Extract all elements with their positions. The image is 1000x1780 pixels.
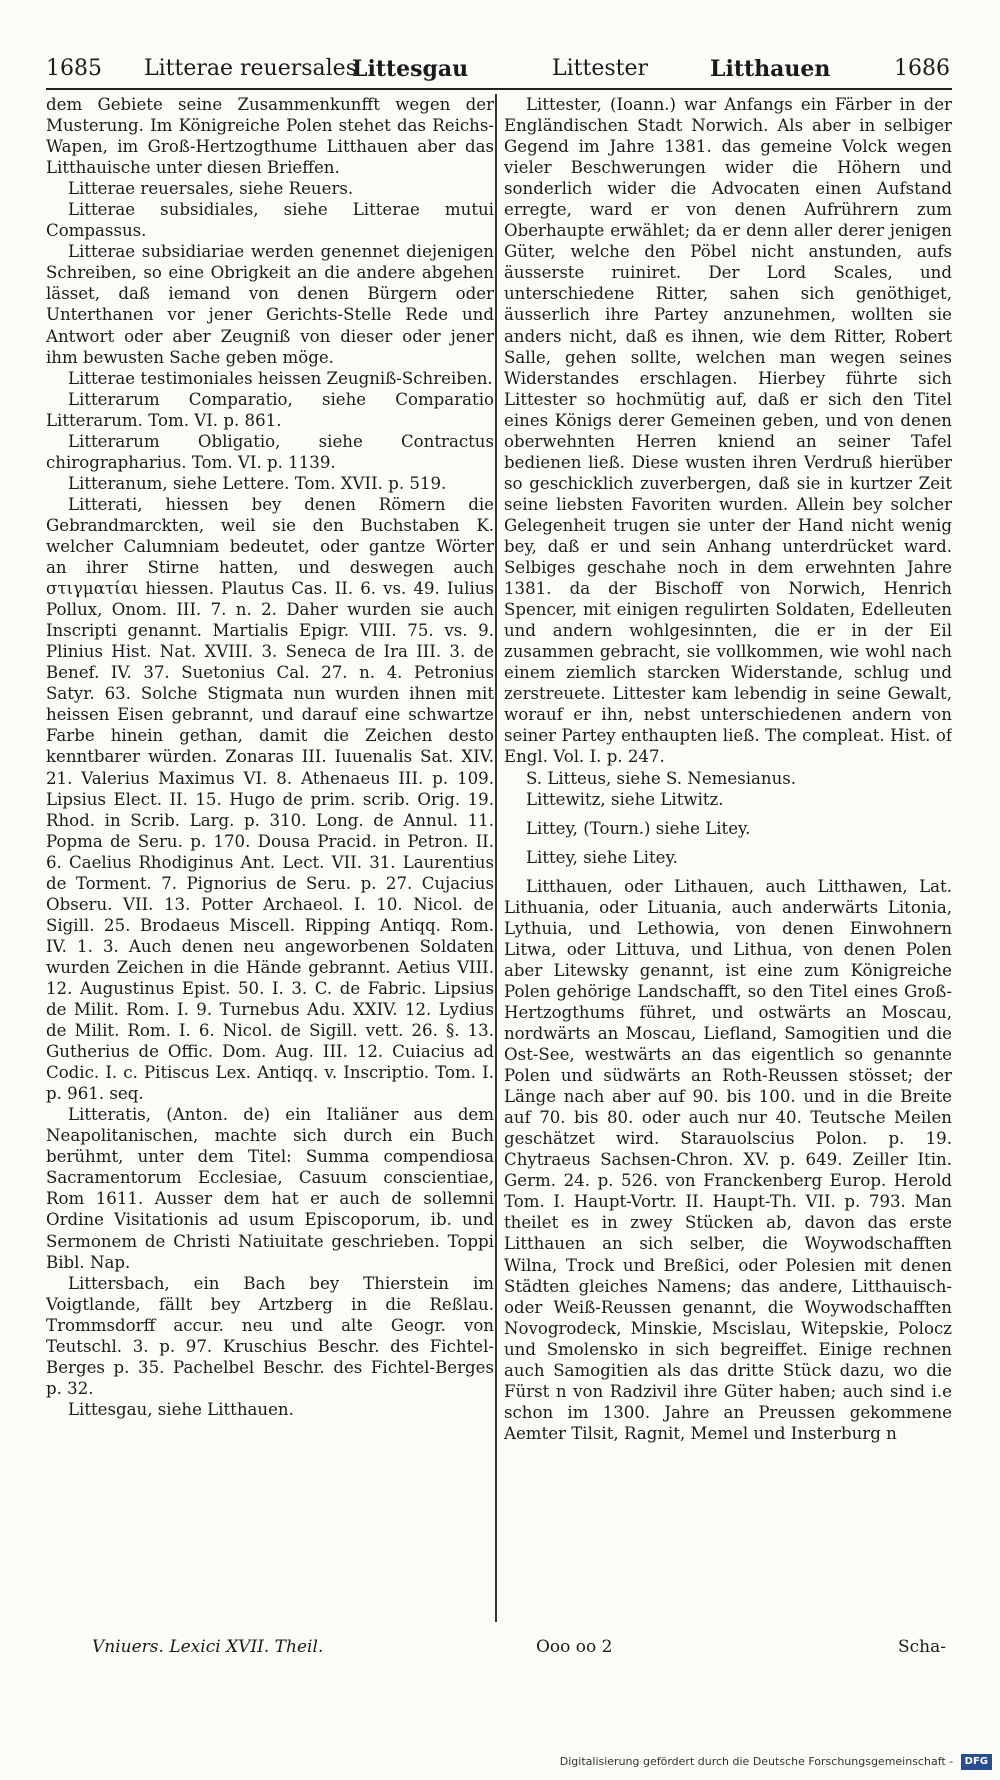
entry-litterarum-comparatio: Litterarum Comparatio, siehe Comparatio Litterarum. Tom. VI. p. 861. (46, 389, 494, 430)
entry-littester: Littester, (Ioann.) war Anfangs ein Färber in der Engländischen Stadt Norwich. Als aber in selbiger Gegend im Jahre 1381. das gemeine Volck wegen vieler Beschwerungen wider die Höhern und sonderlich wider die Advocaten einen Aufstand erregte, ward er von denen Aufrührern zum Oberhaupte erwählet; da er denn aller derer jenigen Güter, welche den Pöbel nicht anstunden, aufs äusserste ruiniret. Der Lord Scales, und unterschiedene Ritter, sahen sich genöthiget, äusserlich ihre Partey anzunehmen, wollten sie anders nicht, daß es ihnen, wie dem Ritter, Robert Salle, gehen sollte, welchen man wegen seines Widerstandes erschlagen. Hierbey führte sich Littester so hochmütig auf, daß er sich den Titel eines Königs derer Gemeinen geben, und von denen oberwehnten Herren kniend an seiner Tafel bedienen ließ. Diese wusten ihren Verdruß hierüber so geschicklich zuverbergen, daß sie in kurtzer Zeit seine liebsten Favoriten wurden. Allein bey solcher Gelegenheit trugen sie unter der Hand nicht wenig bey, daß er und sein Anhang unterdrücket ward. Selbiges geschahe noch in dem erwehnten Jahre 1381. da der Bischoff von Norwich, Henrich Spencer, mit einigen regulirten Soldaten, Edelleuten und andern wohlgesinnten, die er in der Eil zusammen gebracht, sie vollkommen, wie wohl nach einem ziemlich starcken Widerstande, schlug und zerstreuete. Littester kam lebendig in seine Gewalt, worauf er ihn, nebst unterschiedenen andern von seiner Partey enthaupten ließ. The compleat. Hist. of Engl. Vol. I. p. 247. (504, 95, 952, 767)
header-keyword-second: Littesgau (352, 56, 469, 82)
entry-litterati: Litterati, hiessen bey denen Römern die Gebrandmarckten, weil sie den Buchstaben K. welcher Calumniam bedeutet, oder gantze Wörter an ihrer Stirne hatten, und deswegen auch στιγματίαι hiessen. Plautus Cas. II. 6. vs. 49. Iulius Pollux, Onom. III. 7. n. 2. Daher wurden sie auch Inscripti genannt. Martialis Epigr. VIII. 75. vs. 9. Plinius Hist. Nat. XVIII. 3. Seneca de Ira III. 3. de Benef. IV. 37. Suetonius Cal. 27. n. 4. Petronius Satyr. 63. Solche Stigmata nun wurden ihnen mit heissen Eisen gebrannt, und darauf eine schwartze Farbe hinein gethan, damit die Zeichen desto kenntbarer würden. Zonaras III. Iuuenalis Sat. XIV. 21. Valerius Maximus VI. 8. Athenaeus III. p. 109. Lipsius Elect. II. 15. Hugo de prim. scrib. Orig. 19. Rhod. in Scrib. Larg. p. 310. Long. de Annul. 11. Popma de Seru. p. 170. Dousa Pracid. in Petron. II. 6. Caelius Rhodiginus Ant. Lect. VII. 31. Laurentius de Torment. 7. Pignorius de Seru. p. 27. Cujacius Obseru. VII. 13. Potter Archaeol. I. 10. Nicol. de Sigill. 25. Brodaeus Miscell. Ripping Antiqq. Rom. IV. 1. 3. Auch denen neu angeworbenen Soldaten wurden Zeichen in die Hände gebrannt. Aetius VIII. 12. Augustinus Epist. 50. I. 3. C. de Fabric. Lipsius de Milit. Rom. I. 9. Turnebus Adu. XXIV. 12. Lydius de Milit. Rom. I. 6. Nicol. de Sigill. vett. 26. §. 13. Gutherius de Offic. Dom. Aug. III. 12. Cuiacius ad Codic. I. c. Pitiscus Lex. Antiqq. v. Inscriptio. Tom. I. p. 961. seq. (46, 494, 494, 1104)
page-footer (46, 1634, 952, 1660)
entry-continuation: dem Gebiete seine Zusammenkunfft wegen der Musterung. Im Königreiche Polen stehet das Reichs-Wapen, im Groß-Hertzogthume Litthauen aber das Litthauische unter diesen Brieffen. (46, 95, 494, 178)
header-keyword-first: Litterae reuersales (144, 56, 357, 81)
right-page-number: 1686 (894, 56, 950, 81)
right-column (504, 94, 952, 1634)
running-header (40, 52, 956, 86)
catchword: Scha- (898, 1637, 946, 1657)
entry-litterae-reuersales: Litterae reuersales, siehe Reuers. (68, 179, 354, 199)
signature-mark: Ooo oo 2 (536, 1637, 613, 1657)
signature-line: Vniuers. Lexici XVII. Theil. (92, 1637, 324, 1657)
column-divider (495, 94, 497, 1622)
header-keyword-fourth: Litthauen (710, 56, 831, 82)
entry-s-litteus: S. Litteus, siehe S. Nemesianus. (526, 768, 797, 788)
entry-littey: Littey, siehe Litey. (526, 847, 678, 867)
entry-litterae-testimoniales: Litterae testimoniales heissen Zeugniß-Schreiben. (68, 368, 493, 388)
entry-littesgau: Littesgau, siehe Litthauen. (68, 1399, 294, 1419)
entry-litterae-subsidiales: Litterae subsidiales, siehe Litterae mutui Compassus. (46, 200, 494, 241)
entry-littey-tourn: Littey, (Tourn.) siehe Litey. (526, 818, 751, 838)
header-keyword-third: Littester (552, 56, 649, 81)
entry-litthauen: Litthauen, oder Lithauen, auch Litthawen, Lat. Lithuania, oder Lituania, auch anderwärts Litonia, Lythuia, und Lethowia, von denen Einwohnern Litwa, oder Littuva, und Lithua, von denen Polen aber Litewsky genannt, ist eine zum Königreiche Polen gehörige Landschafft, so den Titel eines Groß-Hertzogthums führet, und ostwärts an Moscau, nordwärts an Moscau, Liefland, Samogitien und die Ost-See, westwärts an das eigentlich so genannte Polen und südwärts an Roth-Reussen stösset; der Länge nach aber auf 90. bis 100. und in die Breite auf 70. bis 80. oder auch nur 40. Teutsche Meilen geschätzet wird. Starauolscius Polon. p. 19. Chytraeus Sachsen-Chron. XV. p. 649. Zeiller Itin. Germ. 24. p. 526. von Franckenberg Europ. Herold Tom. I. Haupt-Vortr. II. Haupt-Th. VII. p. 793. Man theilet es in zwey Stücken ab, davon das erste Litthauen an sich selber, die Woywodschafften Wilna, Trock und Breßici, oder Polesien mit denen Städten gleiches Namens; das andere, Litthauisch-oder Weiß-Reussen genannt, die Woywodschafften Novogrodeck, Minskie, Mscislau, Witepskie, Polocz und Smolensko in sich begreiffet. Einige rechnen auch Samogitien als das dritte Stück dazu, wo die Fürst n von Radzivil ihre Güter haben; auch sind i.e schon im 1300. Jahre an Preussen gekommene Aemter Tilsit, Ragnit, Memel und Insterburg n (504, 876, 952, 1443)
entry-litterae-subsidiariae: Litterae subsidiariae werden genennet diejenigen Schreiben, so eine Obrigkeit an die andere abgehen lässet, daß iemand von denen Bürgern oder Unterthanen vor jener Gerichts-Stelle Rede und Antwort oder aber Zeugniß von dieser oder jener ihm bewusten Sache geben möge. (46, 242, 494, 367)
entry-littersbach: Littersbach, ein Bach bey Thierstein im Voigtlande, fällt bey Artzberg in die Reßlau. Trommsdorff accur. neu und alte Geogr. von Teutschl. 3. p. 97. Kruschius Beschr. des Fichtel-Berges p. 35. Pachelbel Beschr. des Fichtel-Berges p. 32. (46, 1273, 494, 1398)
dfg-logo: DFG (961, 1754, 992, 1770)
entry-littewitz: Littewitz, siehe Litwitz. (526, 789, 724, 809)
digitization-credit (560, 1750, 992, 1774)
digitization-credit-text: Digitalisierung gefördert durch die Deutsche Forschungsgemeinschaft - (559, 1755, 954, 1768)
header-rule (46, 88, 952, 90)
entry-litteranum: Litteranum, siehe Lettere. Tom. XVII. p. 519. (68, 473, 447, 493)
left-page-number: 1685 (46, 56, 102, 81)
entry-litteratis: Litteratis, (Anton. de) ein Italiäner aus dem Neapolitanischen, machte sich durch ein Buch berühmt, unter dem Titel: Summa compendiosa Sacramentorum Ecclesiae, Casuum conscientiae, Rom 1611. Ausser dem hat er auch de sollemni Ordine Visitationis ad usum Episcoporum, ib. und Sermonem de Christi Natiuitate geschrieben. Toppi Bibl. Nap. (46, 1105, 494, 1272)
entry-litterarum-obligatio: Litterarum Obligatio, siehe Contractus chirographarius. Tom. VI. p. 1139. (46, 431, 494, 472)
left-column (46, 94, 494, 1634)
